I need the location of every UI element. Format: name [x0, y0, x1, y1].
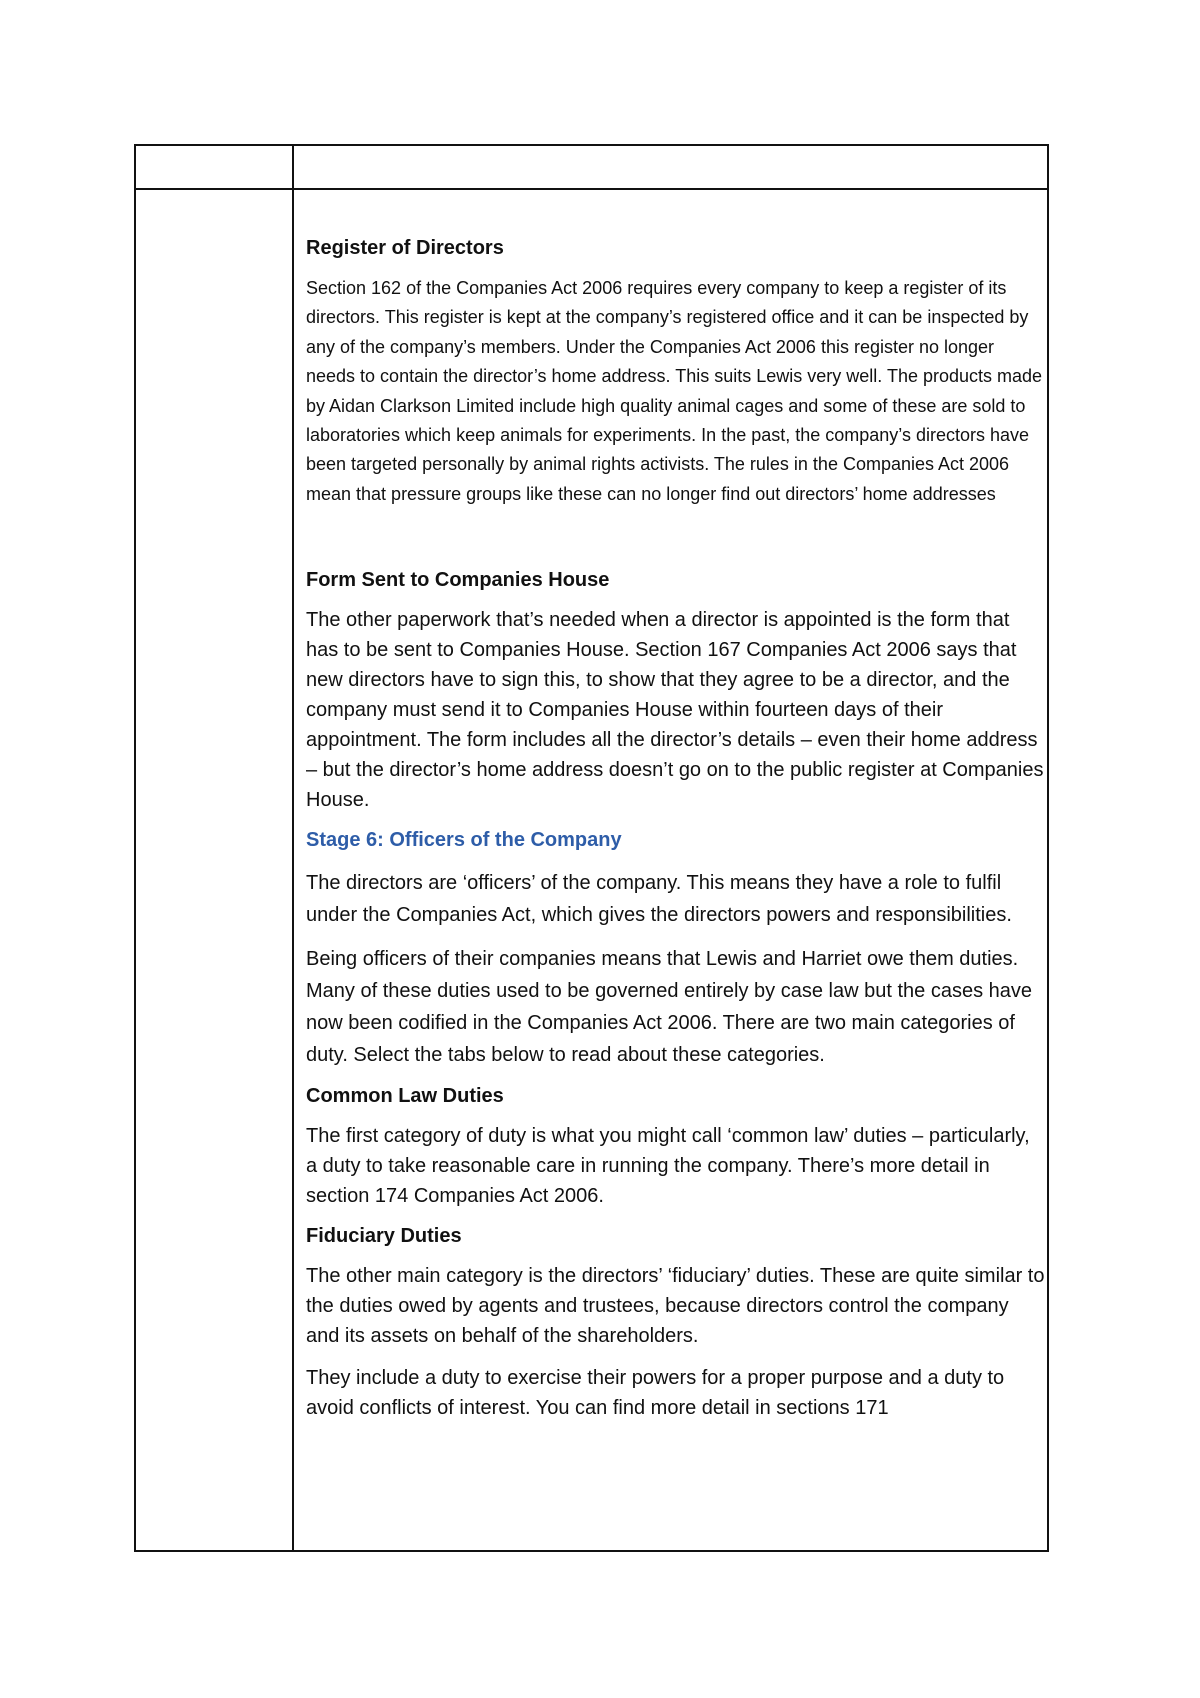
common-law-text: The first category of duty is what you might call ‘common law’ duties – particularly, a duty to take reasonable care in running the company. There’s more detail in section 174 Companies Act 2006. [306, 1125, 1030, 1208]
common-law-heading: Common Law Duties [306, 1085, 504, 1108]
form-sent-section [306, 567, 1046, 815]
form-text: The other paperwork that’s needed when a director is appointed is the form that has to be sent to Companies House. Section 167 Companies Act 2006 says that new directors have to sign this, to show that they agree to be a director, and the company must send it to Companies House within fourteen days of their appointment. The form includes all the director’s details – even their home address – but the director’s home address doesn’t go on to the public register at Companies House. [306, 609, 1044, 812]
section-spacer [306, 509, 1046, 567]
register-of-directors-section [306, 236, 1046, 509]
register-text: Section 162 of the Companies Act 2006 requires every company to keep a register of its directors. This register is kept at the company’s registered office and it can be inspected by any of the company’s members. Under the Companies Act 2006 this register no longer needs to contain the director’s home address. This suits Lewis very well. The products made by Aidan Clarkson Limited include high quality animal cages and some of these are sold to laboratories which keep animals for experiments. In the past, the company’s directors have been targeted personally by animal rights activists. The rules in the Companies Act 2006 mean that pressure groups like these can no longer find out directors’ home addresses [306, 278, 1043, 504]
document-table [134, 144, 1049, 1552]
fiduciary-heading: Fiduciary Duties [306, 1225, 462, 1248]
stage-6-section [306, 827, 1046, 1071]
stage-6-paragraph-2: Being officers of their companies means that Lewis and Harriet owe them duties. Many of these duties used to be governed entirely by case law but the cases have now been codified in the Companies Act 2006. There are two main categories of duty. Select the tabs below to read about these categories. [306, 948, 1032, 1067]
fiduciary-paragraph-1: The other main category is the directors’ ‘fiduciary’ duties. These are quite similar to the duties owed by agents and trustees, because directors control the company and its assets on behalf of the shareholders. [306, 1265, 1045, 1348]
fiduciary-paragraph-2: They include a duty to exercise their powers for a proper purpose and a duty to avoid conflicts of interest. You can find more detail in sections 171 [306, 1367, 1005, 1420]
form-heading: Form Sent to Companies House [306, 569, 610, 592]
common-law-duties-section [306, 1083, 1046, 1211]
column-divider [292, 146, 294, 1550]
stage-6-paragraph-1: The directors are ‘officers’ of the company. This means they have a role to fulfil under the Companies Act, which gives the directors powers and responsibilities. [306, 872, 1012, 927]
fiduciary-duties-section [306, 1223, 1046, 1423]
stage-6-heading: Stage 6: Officers of the Company [306, 829, 622, 852]
table-header-row [136, 146, 1047, 190]
register-heading: Register of Directors [306, 237, 504, 259]
table-content-cell [306, 236, 1046, 1546]
